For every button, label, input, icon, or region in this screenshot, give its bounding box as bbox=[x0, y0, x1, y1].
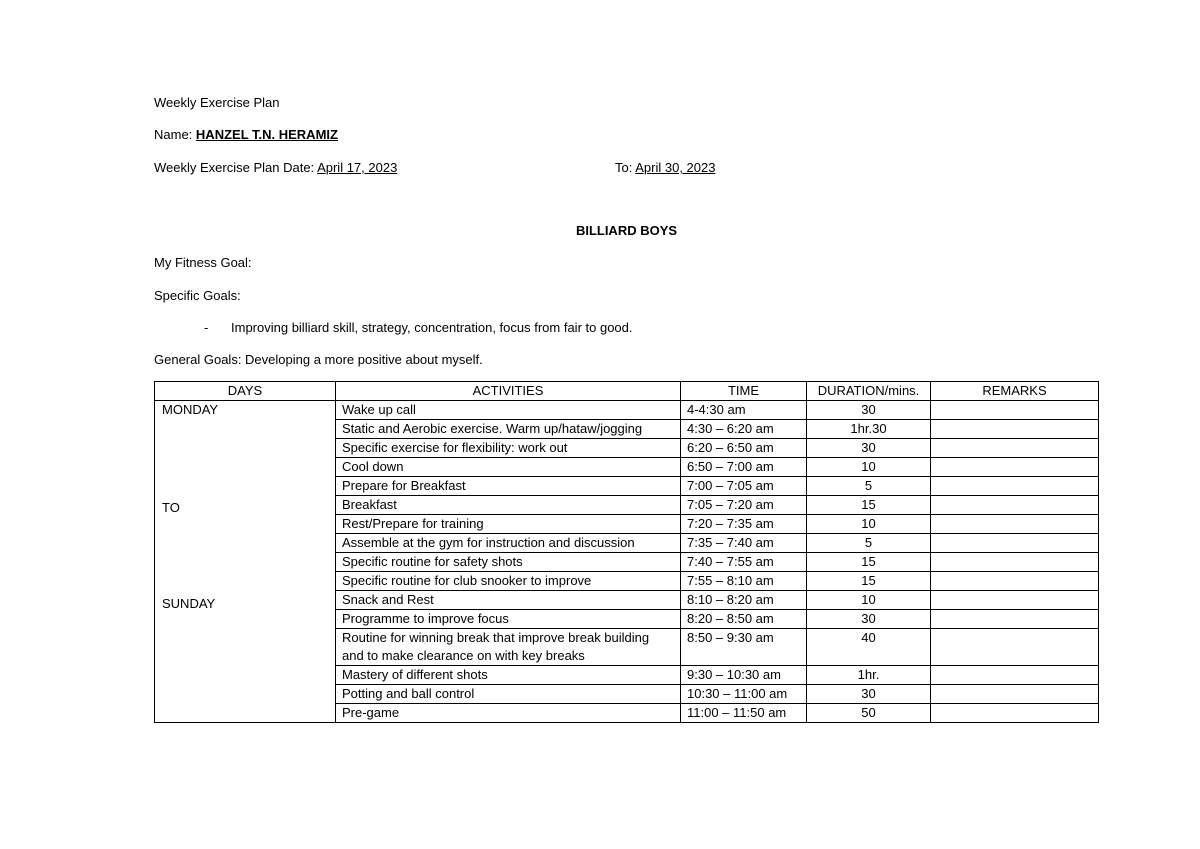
name-label: Name: bbox=[154, 127, 193, 142]
to-label: To: bbox=[615, 160, 633, 175]
bullet-dash: - bbox=[204, 320, 209, 335]
duration-cell: 15 bbox=[807, 496, 931, 515]
activity-cell: Snack and Rest bbox=[336, 591, 681, 610]
time-cell: 8:20 – 8:50 am bbox=[681, 610, 807, 629]
fitness-goal-label: My Fitness Goal: bbox=[154, 255, 252, 270]
activity-cell: Routine for winning break that improve break building and to make clearance on with key breaks bbox=[336, 629, 681, 666]
table-header-row bbox=[155, 382, 1099, 401]
duration-cell: 10 bbox=[807, 458, 931, 477]
activity-cell: Prepare for Breakfast bbox=[336, 477, 681, 496]
duration-cell: 1hr.30 bbox=[807, 420, 931, 439]
duration-cell: 5 bbox=[807, 534, 931, 553]
duration-cell: 15 bbox=[807, 553, 931, 572]
remarks-cell bbox=[931, 553, 1099, 572]
date-from: April 17, 2023 bbox=[317, 160, 398, 175]
remarks-cell bbox=[931, 515, 1099, 534]
duration-cell: 30 bbox=[807, 401, 931, 420]
remarks-cell bbox=[931, 610, 1099, 629]
remarks-cell bbox=[931, 666, 1099, 685]
duration-cell: 10 bbox=[807, 591, 931, 610]
remarks-cell bbox=[931, 534, 1099, 553]
header-duration: DURATION/mins. bbox=[807, 382, 931, 401]
activity-cell: Specific exercise for flexibility: work out bbox=[336, 439, 681, 458]
duration-cell: 30 bbox=[807, 685, 931, 704]
header-days: DAYS bbox=[155, 382, 336, 401]
name-line bbox=[154, 126, 338, 144]
activity-cell: Cool down bbox=[336, 458, 681, 477]
days-cell bbox=[155, 401, 336, 723]
activity-cell: Rest/Prepare for training bbox=[336, 515, 681, 534]
time-cell: 6:50 – 7:00 am bbox=[681, 458, 807, 477]
specific-goal-item: Improving billiard skill, strategy, concentration, focus from fair to good. bbox=[231, 320, 633, 335]
day-start: MONDAY bbox=[162, 402, 219, 417]
duration-cell: 30 bbox=[807, 610, 931, 629]
remarks-cell bbox=[931, 591, 1099, 610]
day-middle: TO bbox=[162, 500, 180, 515]
activity-cell: Wake up call bbox=[336, 401, 681, 420]
time-cell: 10:30 – 11:00 am bbox=[681, 685, 807, 704]
header-time: TIME bbox=[681, 382, 807, 401]
remarks-cell bbox=[931, 685, 1099, 704]
header-remarks: REMARKS bbox=[931, 382, 1099, 401]
remarks-cell bbox=[931, 439, 1099, 458]
remarks-cell bbox=[931, 572, 1099, 591]
duration-cell: 40 bbox=[807, 629, 931, 666]
time-cell: 7:00 – 7:05 am bbox=[681, 477, 807, 496]
remarks-cell bbox=[931, 704, 1099, 723]
exercise-plan-table bbox=[154, 381, 1099, 723]
duration-cell: 50 bbox=[807, 704, 931, 723]
time-cell: 7:55 – 8:10 am bbox=[681, 572, 807, 591]
time-cell: 8:10 – 8:20 am bbox=[681, 591, 807, 610]
duration-cell: 30 bbox=[807, 439, 931, 458]
activity-cell: Assemble at the gym for instruction and discussion bbox=[336, 534, 681, 553]
remarks-cell bbox=[931, 420, 1099, 439]
duration-cell: 5 bbox=[807, 477, 931, 496]
table-row bbox=[155, 401, 1099, 420]
remarks-cell bbox=[931, 496, 1099, 515]
remarks-cell bbox=[931, 629, 1099, 666]
name-value: HANZEL T.N. HERAMIZ bbox=[195, 127, 338, 142]
to-field bbox=[615, 159, 715, 177]
date-label: Weekly Exercise Plan Date: bbox=[154, 160, 315, 175]
activity-cell: Breakfast bbox=[336, 496, 681, 515]
activity-cell: Specific routine for safety shots bbox=[336, 553, 681, 572]
duration-cell: 1hr. bbox=[807, 666, 931, 685]
document-title: Weekly Exercise Plan bbox=[154, 95, 280, 110]
activity-cell: Static and Aerobic exercise. Warm up/hataw/jogging bbox=[336, 420, 681, 439]
time-cell: 4-4:30 am bbox=[681, 401, 807, 420]
remarks-cell bbox=[931, 477, 1099, 496]
duration-cell: 10 bbox=[807, 515, 931, 534]
activity-cell: Pre-game bbox=[336, 704, 681, 723]
activity-cell: Specific routine for club snooker to improve bbox=[336, 572, 681, 591]
time-cell: 4:30 – 6:20 am bbox=[681, 420, 807, 439]
remarks-cell bbox=[931, 401, 1099, 420]
date-line bbox=[154, 159, 397, 177]
time-cell: 6:20 – 6:50 am bbox=[681, 439, 807, 458]
time-cell: 7:20 – 7:35 am bbox=[681, 515, 807, 534]
time-cell: 7:05 – 7:20 am bbox=[681, 496, 807, 515]
date-to: April 30, 2023 bbox=[635, 160, 716, 175]
activity-cell: Mastery of different shots bbox=[336, 666, 681, 685]
team-title: BILLIARD BOYS bbox=[575, 223, 678, 238]
time-cell: 8:50 – 9:30 am bbox=[681, 629, 807, 666]
duration-cell: 15 bbox=[807, 572, 931, 591]
time-cell: 7:35 – 7:40 am bbox=[681, 534, 807, 553]
specific-goals-label: Specific Goals: bbox=[154, 288, 241, 303]
time-cell: 9:30 – 10:30 am bbox=[681, 666, 807, 685]
time-cell: 11:00 – 11:50 am bbox=[681, 704, 807, 723]
time-cell: 7:40 – 7:55 am bbox=[681, 553, 807, 572]
remarks-cell bbox=[931, 458, 1099, 477]
general-goals: General Goals: Developing a more positive about myself. bbox=[154, 352, 483, 367]
activity-cell: Potting and ball control bbox=[336, 685, 681, 704]
day-end: SUNDAY bbox=[162, 596, 216, 611]
activity-cell: Programme to improve focus bbox=[336, 610, 681, 629]
header-activities: ACTIVITIES bbox=[336, 382, 681, 401]
